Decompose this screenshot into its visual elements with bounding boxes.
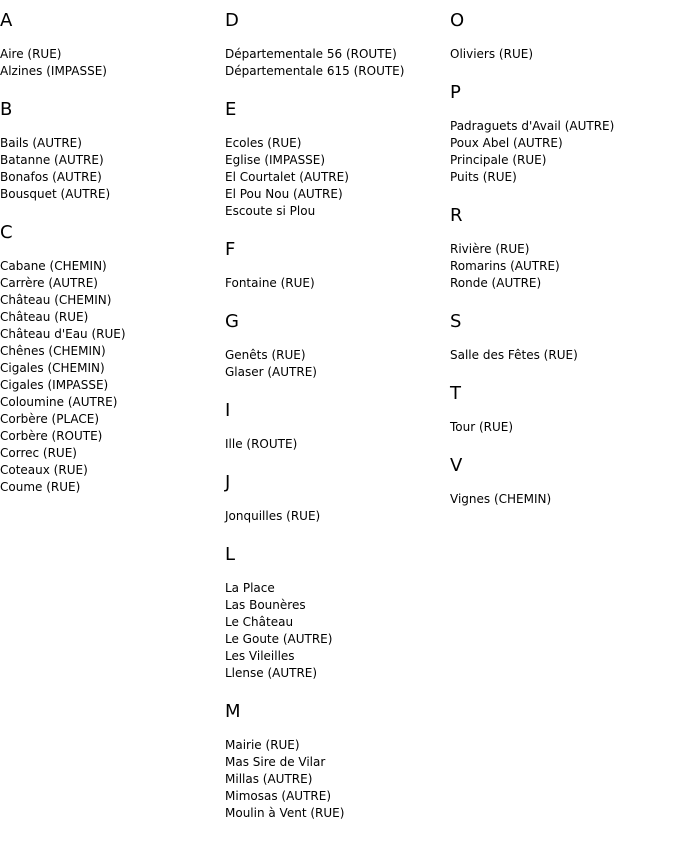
street-index-column-3 (450, 10, 675, 527)
letter-heading: E (225, 99, 237, 120)
letter-heading: F (225, 239, 236, 260)
letter-group-v (450, 455, 675, 508)
street-name: Départementale 56 (ROUTE) (225, 47, 397, 61)
street-name: El Courtalet (AUTRE) (225, 170, 349, 184)
street-name: Rivière (RUE) (450, 242, 530, 256)
street-name: Mas Sire de Vilar (225, 755, 326, 769)
street-name: Ecoles (RUE) (225, 136, 302, 150)
street-name: Correc (RUE) (0, 446, 77, 460)
street-name: Romarins (AUTRE) (450, 259, 560, 273)
street-list (0, 258, 225, 496)
street-index-column-1 (0, 10, 225, 515)
letter-group-f (225, 239, 450, 292)
street-name: Corbère (PLACE) (0, 412, 100, 426)
letter-heading: A (0, 10, 13, 31)
letter-heading: J (225, 472, 231, 493)
letter-group-j (225, 472, 450, 525)
letter-group-m (225, 701, 450, 822)
street-name: Mairie (RUE) (225, 738, 300, 752)
street-name: Tour (RUE) (450, 420, 514, 434)
street-name: Coume (RUE) (0, 480, 81, 494)
street-name: Eglise (IMPASSE) (225, 153, 326, 167)
street-list (225, 580, 450, 682)
street-name: El Pou Nou (AUTRE) (225, 187, 343, 201)
street-name: Chênes (CHEMIN) (0, 344, 106, 358)
street-name: Alzines (IMPASSE) (0, 64, 107, 78)
letter-group-a (0, 10, 225, 80)
street-list (450, 347, 675, 364)
street-list (225, 135, 450, 220)
street-name: Bails (AUTRE) (0, 136, 82, 150)
letter-heading: C (0, 222, 13, 243)
street-list (450, 491, 675, 508)
letter-group-r (450, 205, 675, 292)
street-list (225, 275, 450, 292)
letter-group-t (450, 383, 675, 436)
letter-heading: O (450, 10, 465, 31)
street-list (225, 737, 450, 822)
street-name: Jonquilles (RUE) (225, 509, 321, 523)
street-name: Le Goute (AUTRE) (225, 632, 333, 646)
letter-heading: L (225, 544, 236, 565)
letter-group-c (0, 222, 225, 496)
street-name: Carrère (AUTRE) (0, 276, 98, 290)
letter-group-e (225, 99, 450, 220)
street-name: Oliviers (RUE) (450, 47, 533, 61)
street-name: Glaser (AUTRE) (225, 365, 317, 379)
street-name: Ronde (AUTRE) (450, 276, 542, 290)
letter-group-p (450, 82, 675, 186)
letter-heading: T (450, 383, 461, 404)
street-name: Corbère (ROUTE) (0, 429, 103, 443)
street-name: Château (CHEMIN) (0, 293, 112, 307)
street-list (0, 135, 225, 203)
street-name: Coteaux (RUE) (0, 463, 88, 477)
street-list (225, 436, 450, 453)
letter-group-i (225, 400, 450, 453)
letter-group-b (0, 99, 225, 203)
letter-group-s (450, 311, 675, 364)
street-list (225, 46, 450, 80)
letter-group-g (225, 311, 450, 381)
letter-heading: D (225, 10, 239, 31)
street-name: Llense (AUTRE) (225, 666, 318, 680)
street-name: Château (RUE) (0, 310, 89, 324)
street-list (450, 419, 675, 436)
street-name: Les Vileilles (225, 649, 295, 663)
street-name: Cabane (CHEMIN) (0, 259, 107, 273)
street-name: Poux Abel (AUTRE) (450, 136, 563, 150)
street-name: Départementale 615 (ROUTE) (225, 64, 405, 78)
letter-heading: P (450, 82, 461, 103)
letter-group-l (225, 544, 450, 682)
street-name: Batanne (AUTRE) (0, 153, 104, 167)
street-name: Cigales (CHEMIN) (0, 361, 105, 375)
street-name: Vignes (CHEMIN) (450, 492, 552, 506)
street-name: Coloumine (AUTRE) (0, 395, 118, 409)
street-list (225, 508, 450, 525)
street-name: La Place (225, 581, 275, 595)
street-name: Ille (ROUTE) (225, 437, 298, 451)
street-list (225, 347, 450, 381)
letter-heading: I (225, 400, 231, 421)
street-list (450, 241, 675, 292)
letter-group-d (225, 10, 450, 80)
street-name: Las Bounères (225, 598, 306, 612)
street-name: Mimosas (AUTRE) (225, 789, 331, 803)
street-name: Salle des Fêtes (RUE) (450, 348, 578, 362)
street-name: Fontaine (RUE) (225, 276, 315, 290)
street-name: Puits (RUE) (450, 170, 517, 184)
street-list (450, 118, 675, 186)
street-name: Château d'Eau (RUE) (0, 327, 126, 341)
street-name: Moulin à Vent (RUE) (225, 806, 345, 820)
street-list (450, 46, 675, 63)
street-name: Aire (RUE) (0, 47, 62, 61)
letter-heading: R (450, 205, 463, 226)
street-name: Millas (AUTRE) (225, 772, 313, 786)
letter-heading: V (450, 455, 463, 476)
street-name: Principale (RUE) (450, 153, 547, 167)
street-list (0, 46, 225, 80)
street-name: Escoute si Plou (225, 204, 316, 218)
street-name: Bonafos (AUTRE) (0, 170, 102, 184)
letter-heading: G (225, 311, 239, 332)
street-name: Padraguets d'Avail (AUTRE) (450, 119, 615, 133)
street-index-column-2 (225, 10, 450, 841)
street-name: Genêts (RUE) (225, 348, 306, 362)
letter-heading: B (0, 99, 13, 120)
street-name: Cigales (IMPASSE) (0, 378, 109, 392)
letter-heading: M (225, 701, 241, 722)
street-name: Bousquet (AUTRE) (0, 187, 111, 201)
street-name: Le Château (225, 615, 294, 629)
letter-group-o (450, 10, 675, 63)
letter-heading: S (450, 311, 462, 332)
